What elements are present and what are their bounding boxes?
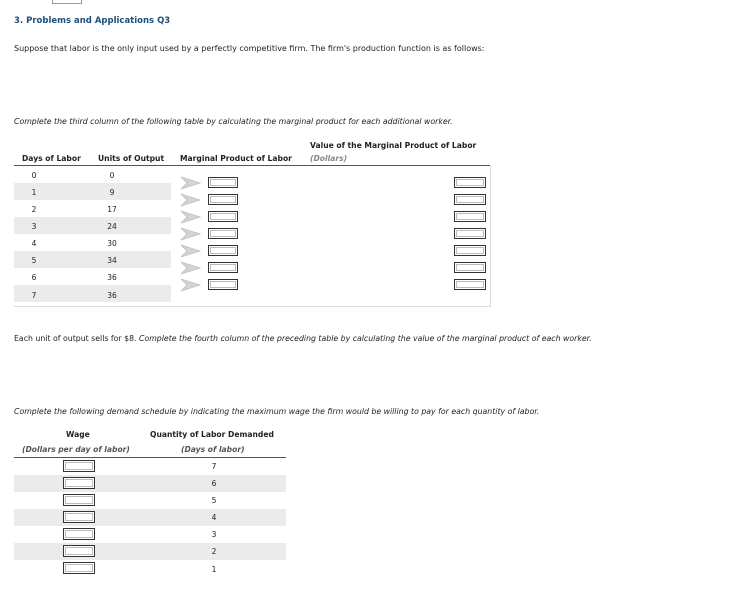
mpl-input[interactable] <box>208 245 238 256</box>
page-title: 3. Problems and Applications Q3 <box>14 16 171 26</box>
output-cell: 36 <box>107 291 117 300</box>
vmpl-input[interactable] <box>454 279 486 290</box>
days-cell: 2 <box>31 205 37 214</box>
days-cell: 0 <box>31 171 37 180</box>
price-text: Each unit of output sells for $8. <box>14 334 137 343</box>
days-cell: 3 <box>31 222 37 231</box>
days-cell: 4 <box>31 239 37 248</box>
qty-cell: 4 <box>211 513 217 522</box>
table-row <box>14 543 286 560</box>
output-cell: 17 <box>107 205 117 214</box>
chevron-right-icon <box>180 193 202 207</box>
col-header-mpl: Marginal Product of Labor <box>180 154 292 163</box>
intro-text: Suppose that labor is the only input used by a perfectly competitive firm. The firm's production function is as follows: <box>14 44 485 53</box>
mpl-input[interactable] <box>208 279 238 290</box>
table-row <box>14 492 286 509</box>
wage-input[interactable] <box>63 528 95 540</box>
table-row <box>14 526 286 543</box>
vmpl-input[interactable] <box>454 211 486 222</box>
mpl-input[interactable] <box>208 211 238 222</box>
days-cell: 6 <box>31 273 37 282</box>
qty-cell: 7 <box>211 462 217 471</box>
chevron-right-icon <box>180 210 202 224</box>
qty-cell: 2 <box>211 547 217 556</box>
vmpl-input[interactable] <box>454 228 486 239</box>
price-paragraph <box>14 334 592 343</box>
chevron-right-icon <box>180 176 202 190</box>
col-header-wage: Wage <box>66 430 90 439</box>
table-row <box>14 475 286 492</box>
table1-instruction: Complete the third column of the following table by calculating the marginal product for each additional worker. <box>14 117 453 126</box>
mpl-input[interactable] <box>208 177 238 188</box>
wage-input[interactable] <box>63 562 95 574</box>
wage-input[interactable] <box>63 494 95 506</box>
wage-input[interactable] <box>63 511 95 523</box>
vmpl-input[interactable] <box>454 245 486 256</box>
output-cell: 24 <box>107 222 117 231</box>
mpl-input[interactable] <box>208 194 238 205</box>
vmpl-input[interactable] <box>454 262 486 273</box>
vmpl-input[interactable] <box>454 177 486 188</box>
top-tab-marker <box>52 0 82 4</box>
col-header-days: Days of Labor <box>22 154 81 163</box>
output-cell: 9 <box>109 188 115 197</box>
output-cell: 34 <box>107 256 117 265</box>
output-cell: 0 <box>109 171 115 180</box>
table-row <box>14 458 286 475</box>
col-header-wage-unit: (Dollars per day of labor) <box>22 445 130 454</box>
col-header-qty: Quantity of Labor Demanded <box>150 430 274 439</box>
qty-cell: 6 <box>211 479 217 488</box>
chevron-right-icon <box>180 244 202 258</box>
wage-input[interactable] <box>63 477 95 489</box>
mpl-input[interactable] <box>208 262 238 273</box>
chevron-right-icon <box>180 261 202 275</box>
mpl-input[interactable] <box>208 228 238 239</box>
qty-cell: 1 <box>211 565 217 574</box>
table2-instruction: Complete the following demand schedule by indicating the maximum wage the firm would be willing to pay for each quantity of labor. <box>14 407 540 416</box>
wage-input[interactable] <box>63 460 95 472</box>
output-cell: 36 <box>107 273 117 282</box>
qty-cell: 5 <box>211 496 217 505</box>
col-header-vmpl-unit: (Dollars) <box>310 154 348 163</box>
wage-input[interactable] <box>63 545 95 557</box>
output-cell: 30 <box>107 239 117 248</box>
table-row <box>14 560 286 577</box>
col-header-qty-unit: (Days of labor) <box>181 445 245 454</box>
days-cell: 7 <box>31 291 37 300</box>
table-row <box>14 509 286 526</box>
col-header-vmpl: Value of the Marginal Product of Labor <box>310 141 477 150</box>
chevron-right-icon <box>180 227 202 241</box>
days-cell: 5 <box>31 256 37 265</box>
col-header-output: Units of Output <box>98 154 165 163</box>
vmpl-input[interactable] <box>454 194 486 205</box>
price-instruction: Complete the fourth column of the preceding table by calculating the value of the marginal product of each worker. <box>139 334 592 343</box>
chevron-right-icon <box>180 278 202 292</box>
days-cell: 1 <box>31 188 37 197</box>
qty-cell: 3 <box>211 530 217 539</box>
